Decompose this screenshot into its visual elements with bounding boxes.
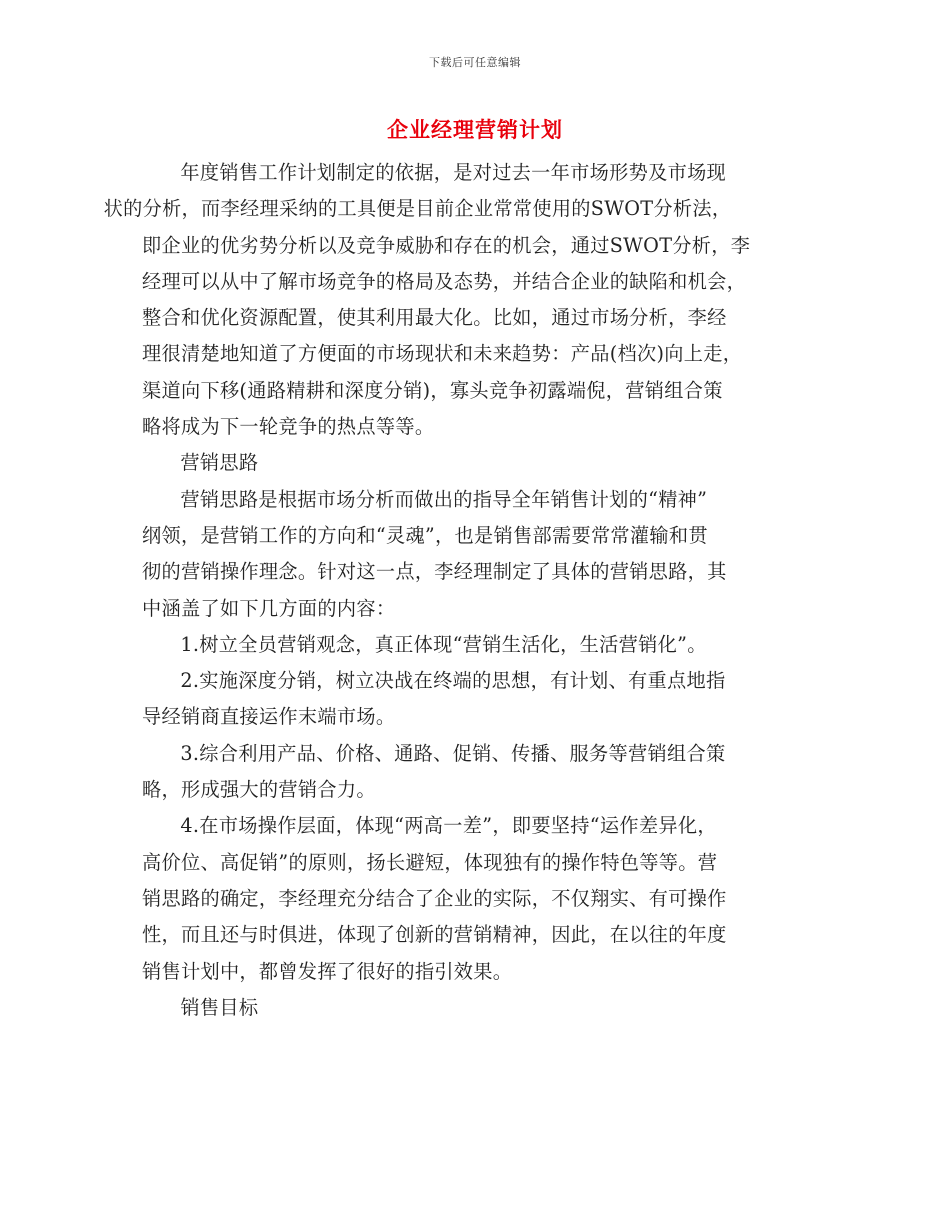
text-line: 销售计划中，都曾发挥了很好的指引效果。	[142, 959, 513, 983]
document-body	[103, 155, 812, 1026]
text-line: 1.树立全员营销观念，真正体现“营销生活化，生活营销化”。	[180, 632, 707, 656]
text-line: 营销思路是根据市场分析而做出的指导全年销售计划的“精神”	[180, 487, 708, 511]
document-title: 企业经理营销计划	[387, 117, 563, 142]
text-line: 理很清楚地知道了方便面的市场现状和未来趋势：产品(档次)向上走，	[142, 342, 743, 366]
text-line: 纲领，是营销工作的方向和“灵魂”，也是销售部需要常常灌输和贯	[142, 523, 708, 547]
section-heading-text: 销售目标	[180, 995, 259, 1019]
paragraph-marketing-thinking	[142, 482, 812, 627]
paragraph-intro	[103, 155, 812, 445]
section-heading-marketing-thinking	[142, 445, 812, 481]
list-item-4	[142, 808, 812, 989]
text-line: 中涵盖了如下几方面的内容：	[142, 596, 396, 620]
list-item-2	[142, 663, 812, 736]
text-line: 整合和优化资源配置，使其利用最大化。比如，通过市场分析，李经	[142, 306, 727, 330]
text-line: 年度销售工作计划制定的依据，是对过去一年市场形势及市场现	[180, 161, 727, 184]
text-line: 导经销商直接运作末端市场。	[142, 705, 396, 729]
text-line: 彻的营销操作理念。针对这一点，李经理制定了具体的营销思路，其	[142, 560, 727, 584]
header-note: 下载后可任意编辑	[429, 56, 521, 69]
section-heading-text: 营销思路	[180, 451, 259, 475]
text-line: 渠道向下移(通路精耕和深度分销)，寡头竞争初露端倪，营销组合策	[142, 378, 723, 402]
section-heading-sales-target	[142, 990, 812, 1026]
text-line: 4.在市场操作层面，体现“两高一差”，即要坚持“运作差异化，	[180, 814, 717, 838]
list-item-1	[142, 627, 812, 663]
text-line: 高价位、高促销”的原则，扬长避短，体现独有的操作特色等等。营	[142, 850, 718, 874]
text-line: 略，形成强大的营销合力。	[142, 778, 376, 802]
text-line: 销思路的确定，李经理充分结合了企业的实际，不仅翔实、有可操作	[142, 886, 727, 910]
text-line: 经理可以从中了解市场竞争的格局及态势，并结合企业的缺陷和机会，	[142, 269, 747, 293]
text-line: 略将成为下一轮竞争的热点等等。	[142, 415, 435, 439]
text-line: 3.综合利用产品、价格、通路、促销、传播、服务等营销组合策	[180, 741, 726, 765]
text-line: 状的分析，而李经理采纳的工具便是目前企业常常使用的SWOT分析法，	[103, 197, 732, 221]
text-line: 性，而且还与时俱进，体现了创新的营销精神，因此，在以往的年度	[142, 923, 727, 947]
text-line: 2.实施深度分销，树立决战在终端的思想，有计划、有重点地指	[180, 669, 726, 693]
text-line: 即企业的优劣势分析以及竞争威胁和存在的机会，通过SWOT分析，李	[142, 233, 751, 257]
list-item-3	[142, 736, 812, 809]
